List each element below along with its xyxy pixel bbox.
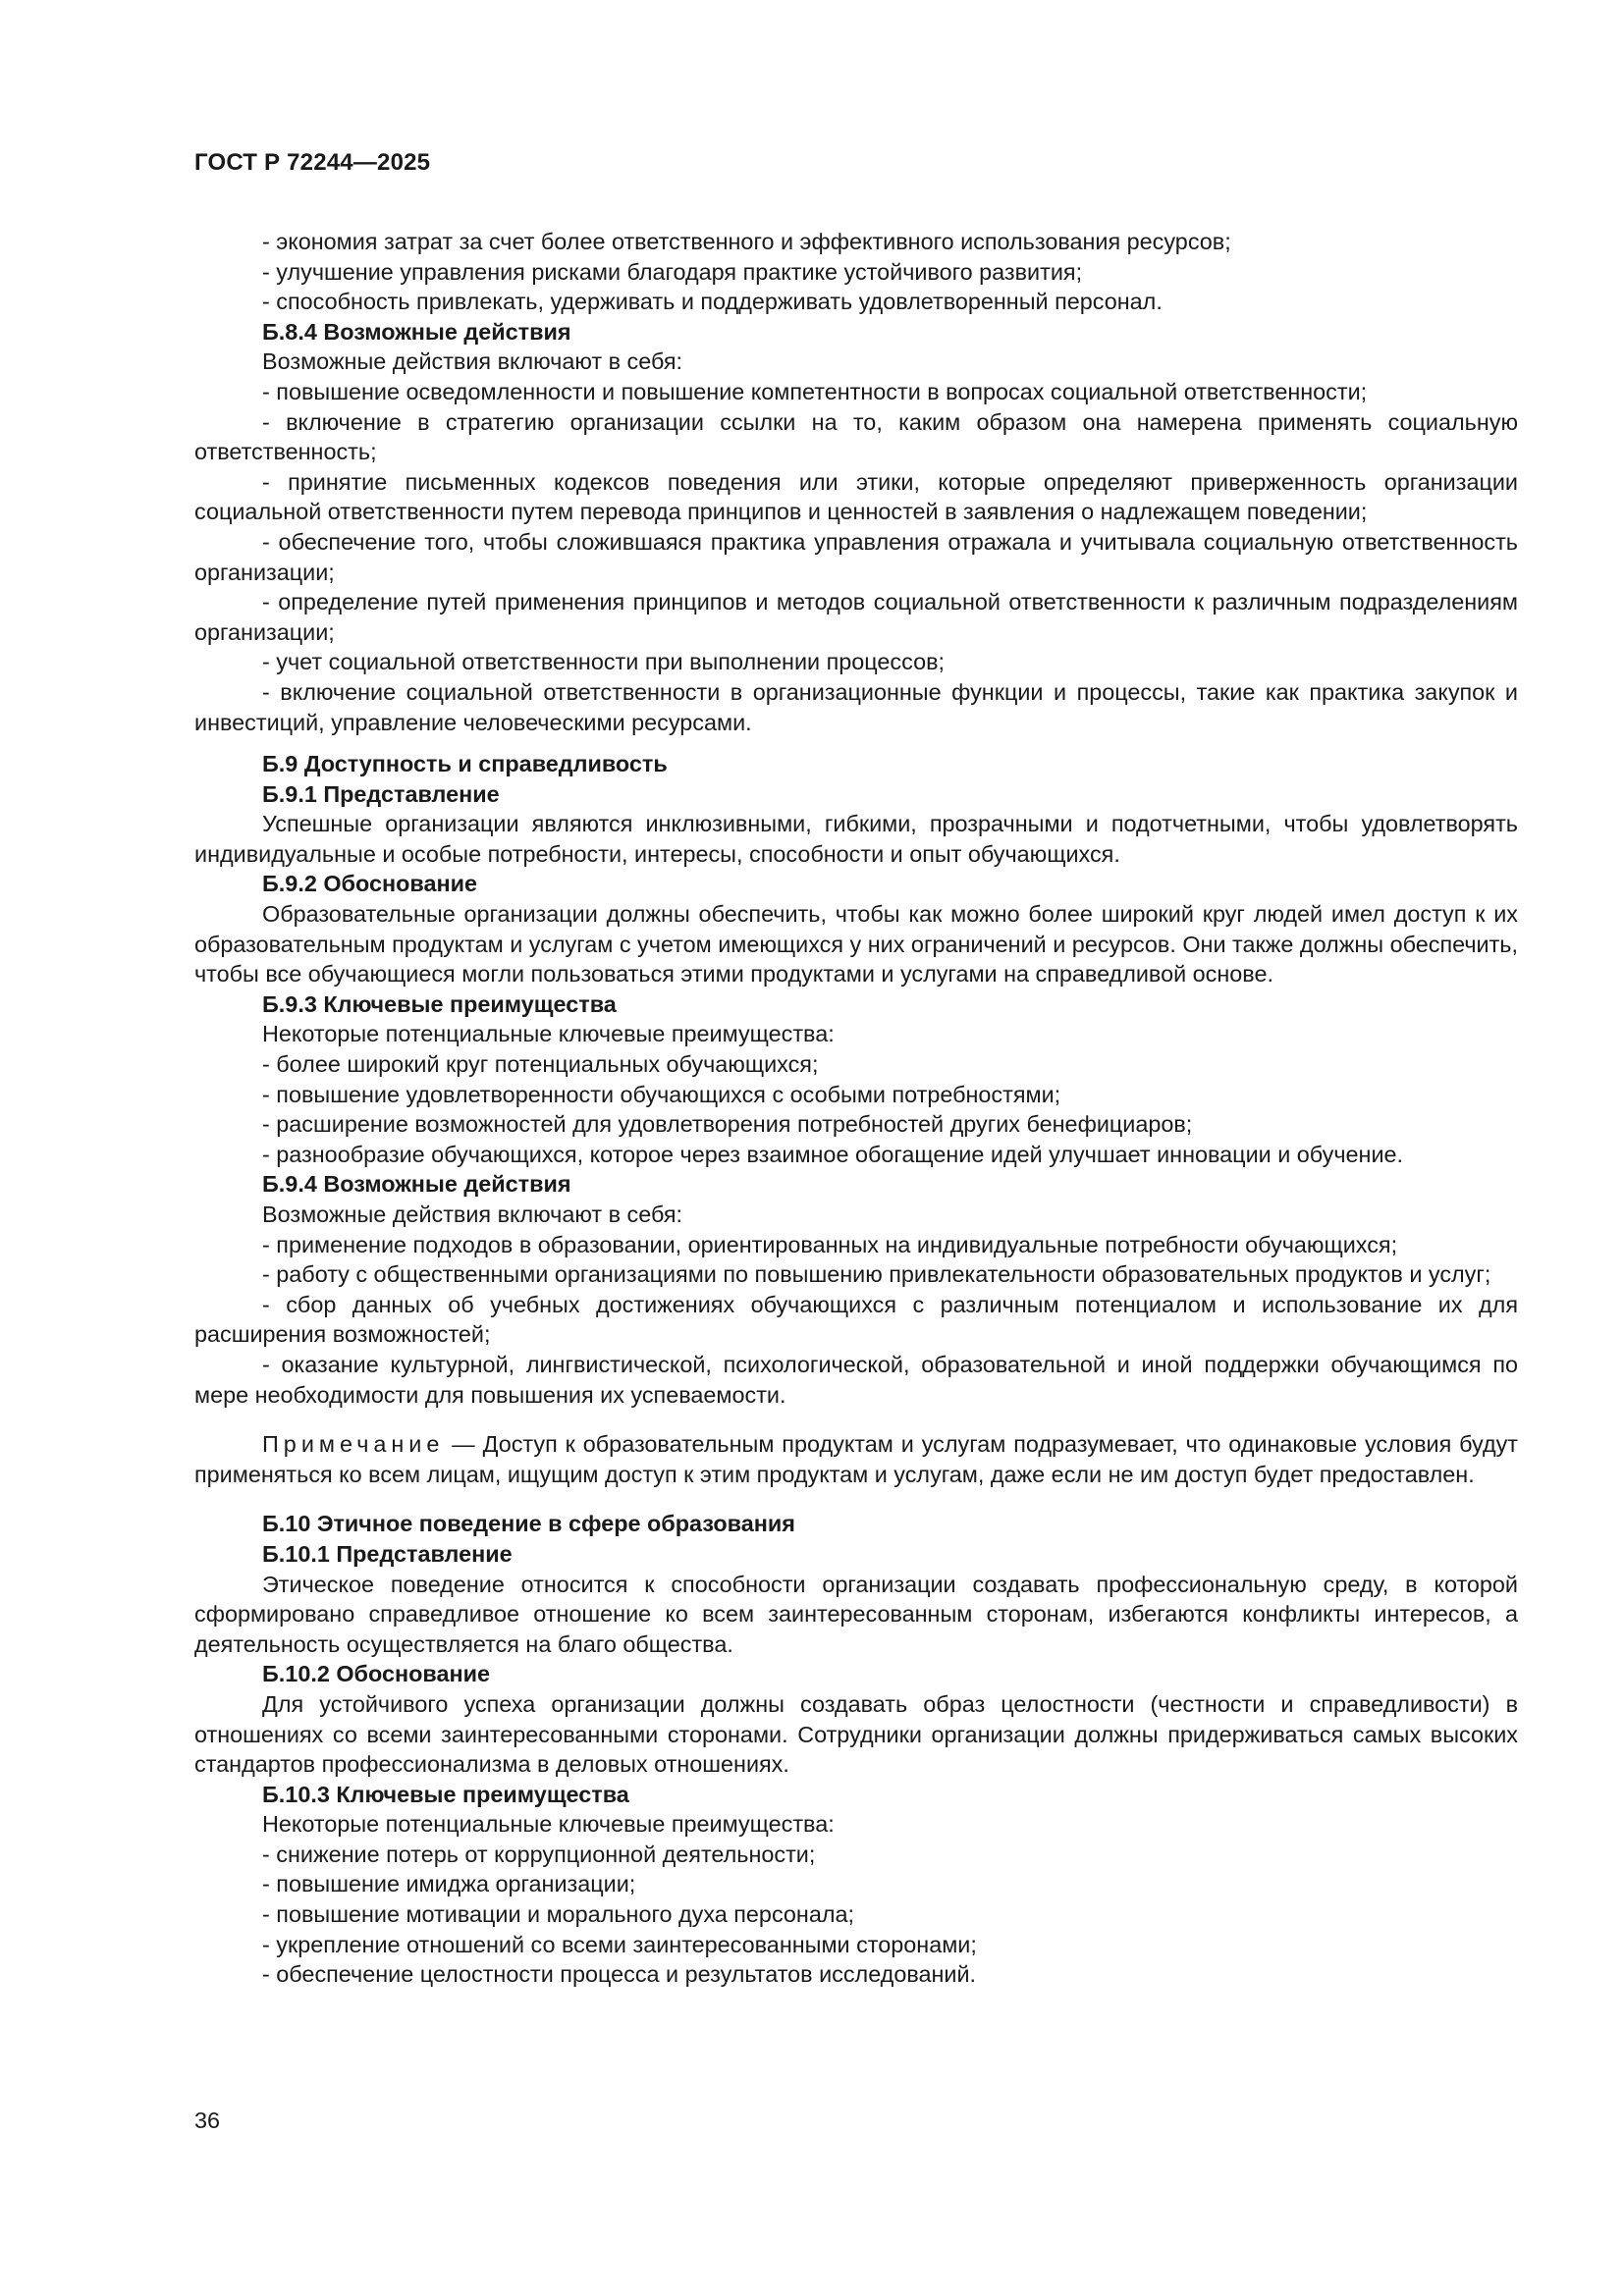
paragraph: Некоторые потенциальные ключевые преимущества: (262, 1021, 835, 1047)
section-heading-b9: Б.9 Доступность и справедливость (262, 751, 668, 777)
subsection-heading-b102: Б.10.2 Обоснование (262, 1661, 490, 1687)
paragraph: Этическое поведение относится к способности организации создавать профессиональную среду, в которой сформировано справедливое отношение ко всем заинтересованным сторонам, избегаются конфликты интересов, а деятельность осуществляется на благо общества. (194, 1571, 1518, 1657)
list-item: - учет социальной ответственности при выполнении процессов; (262, 649, 946, 675)
list-item: - повышение имиджа организации; (262, 1871, 636, 1897)
list-item: - более широкий круг потенциальных обучающихся; (262, 1051, 819, 1078)
note-paragraph (194, 1429, 1518, 1489)
list-item: - экономия затрат за счет более ответственного и эффективного использования ресурсов; (262, 229, 1231, 254)
list-item: - расширение возможностей для удовлетворения потребностей других бенефициаров; (262, 1111, 1193, 1138)
list-item: - оказание культурной, лингвистической, психологической, образовательной и иной поддержки обучающимся по мере необходимости для повышения их успеваемости. (194, 1351, 1518, 1408)
list-item: - улучшение управления рисками благодаря практике устойчивого развития; (262, 258, 1083, 285)
note-text: — Доступ к образовательным продуктам и услугам подразумевает, что одинаковые условия будут применяться ко всем лицам, ищущим доступ к этим продуктам и услугам, даже если не им доступ будет предоставлен. (194, 1431, 1518, 1487)
document-id-header: ГОСТ Р 72244—2025 (194, 149, 431, 176)
paragraph: Возможные действия включают в себя: (262, 1201, 683, 1227)
page-body (194, 227, 1518, 1990)
subsection-heading-b91: Б.9.1 Представление (262, 780, 500, 807)
list-item: - принятие письменных кодексов поведения или этики, которые определяют приверженность организации социальной ответственности путем перевода принципов и ценностей в заявления о надлежащем поведении; (194, 468, 1518, 525)
list-item: - включение в стратегию организации ссылки на то, каким образом она намерена применять социальную ответственность; (194, 408, 1518, 465)
subsection-heading-b103: Б.10.3 Ключевые преимущества (262, 1781, 629, 1807)
list-item: - обеспечение целостности процесса и результатов исследований. (262, 1961, 977, 1988)
list-item: - укрепление отношений со всеми заинтересованными сторонами; (262, 1931, 977, 1957)
subsection-heading-b93: Б.9.3 Ключевые преимущества (262, 990, 617, 1017)
paragraph: Некоторые потенциальные ключевые преимущества: (262, 1811, 835, 1838)
subsection-heading-b94: Б.9.4 Возможные действия (262, 1171, 571, 1198)
note-label: Примечание (262, 1431, 445, 1458)
list-item: - повышение удовлетворенности обучающихся с особыми потребностями; (262, 1081, 1061, 1107)
paragraph: Успешные организации являются инклюзивными, гибкими, прозрачными и подотчетными, чтобы удовлетворять индивидуальные и особые потребности, интересы, способности и опыт обучающихся. (194, 811, 1518, 867)
section-heading-b10: Б.10 Этичное поведение в сфере образования (262, 1511, 795, 1537)
list-item: - обеспечение того, чтобы сложившаяся практика управления отражала и учитывала социальную ответственность организации; (194, 528, 1518, 585)
list-item: - повышение мотивации и морального духа персонала; (262, 1901, 854, 1928)
list-item: - способность привлекать, удерживать и поддерживать удовлетворенный персонал. (262, 289, 1163, 315)
list-item: - сбор данных об учебных достижениях обучающихся с различным потенциалом и использование их для расширения возможностей; (194, 1291, 1518, 1348)
subsection-heading-b101: Б.10.1 Представление (262, 1540, 513, 1567)
paragraph: Возможные действия включают в себя: (262, 348, 683, 375)
list-item: - включение социальной ответственности в организационные функции и процессы, такие как практика закупок и инвестиций, управление человеческими ресурсами. (194, 678, 1518, 735)
subsection-heading-b84: Б.8.4 Возможные действия (262, 318, 571, 345)
list-item: - разнообразие обучающихся, которое через взаимное обогащение идей улучшает инновации и обучение. (262, 1141, 1404, 1167)
paragraph: Образовательные организации должны обеспечить, чтобы как можно более широкий круг людей имел доступ к их образовательным продуктам и услугам с учетом имеющихся у них ограничений и ресурсов. Они также должны обеспечить, чтобы все обучающиеся могли пользоваться этими продуктами и услугами на справедливой основе. (194, 901, 1518, 988)
subsection-heading-b92: Б.9.2 Обоснование (262, 871, 477, 897)
list-item: - работу с общественными организациями по повышению привлекательности образовательных продуктов и услуг; (262, 1261, 1491, 1288)
list-item: - снижение потерь от коррупционной деятельности; (262, 1841, 816, 1867)
page-number: 36 (194, 2108, 221, 2133)
list-item: - определение путей применения принципов и методов социальной ответственности к различным подразделениям организации; (194, 589, 1518, 645)
paragraph: Для устойчивого успеха организации должны создавать образ целостности (честности и справедливости) в отношениях со всеми заинтересованными сторонами. Сотрудники организации должны придерживаться самых высоких стандартов профессионализма в деловых отношениях. (194, 1690, 1518, 1778)
list-item: - повышение осведомленности и повышение компетентности в вопросах социальной ответственности; (262, 378, 1368, 404)
list-item: - применение подходов в образовании, ориентированных на индивидуальные потребности обучающихся; (262, 1231, 1398, 1257)
